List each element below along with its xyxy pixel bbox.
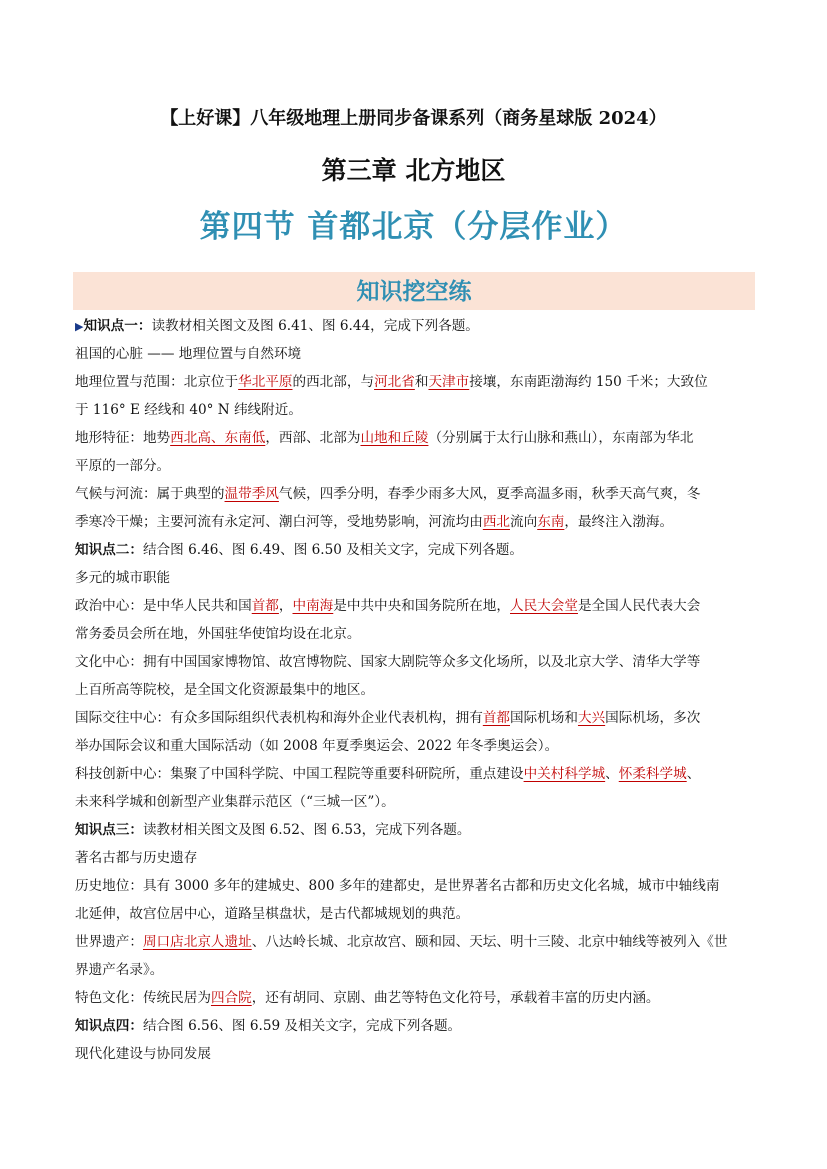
banner-label: 知识挖空练 [356, 278, 472, 305]
text-span: 现代化建设与协同发展 [75, 1046, 211, 1062]
section-title: 第四节 首都北京（分层作业） [199, 209, 628, 245]
text-line [75, 592, 765, 620]
fill-in-answer: 中南海 [292, 598, 334, 614]
text-span: 国际机场，多次 [605, 710, 701, 726]
fill-in-answer: 首都 [251, 598, 279, 614]
triangle-bullet-icon: ▶ [75, 320, 84, 333]
text-span: 国际机场和 [510, 710, 578, 726]
fill-in-answer: 华北平原 [238, 374, 293, 390]
text-span: 流向 [510, 514, 538, 530]
text-line [75, 760, 765, 788]
text-line [75, 732, 765, 760]
text-span: 国际交往中心：有众多国际组织代表机构和海外企业代表机构，拥有 [75, 710, 483, 726]
text-span: 气候与河流：属于典型的 [75, 486, 225, 502]
text-line [75, 480, 765, 508]
text-line [75, 452, 765, 480]
text-span: 地形特征：地势 [75, 430, 171, 446]
text-span: 读教材相关图文及图 6.41、图 6.44，完成下列各题。 [151, 318, 479, 334]
text-span: 结合图 6.56、图 6.59 及相关文字，完成下列各题。 [142, 1018, 462, 1034]
text-span: 、 [686, 766, 701, 782]
text-line [75, 1040, 765, 1068]
text-span: ，最终注入渤海。 [564, 514, 674, 530]
fill-in-answer: 温带季风 [224, 486, 279, 502]
text-line [75, 396, 765, 424]
text-line [75, 872, 765, 900]
text-span: 气候，四季分明，春季少雨多大风，夏季高温多雨，秋季天高气爽，冬 [278, 486, 701, 502]
exercise-banner [73, 272, 755, 310]
text-span: 多元的城市职能 [75, 570, 171, 586]
text-span: 未来科学城和创新型产业集群示范区（“三城一区”）。 [75, 794, 395, 810]
text-span: 是中共中央和国务院所在地， [333, 598, 510, 614]
text-line [75, 564, 765, 592]
fill-in-answer: 东南 [537, 514, 565, 530]
text-span: 北延伸，故宫位居中心，道路呈棋盘状，是古代都城规划的典范。 [75, 906, 470, 922]
text-span: 于 116° E 经线和 40° N 纬线附近。 [75, 402, 302, 418]
text-line [75, 536, 765, 564]
fill-in-answer: 河北省 [374, 374, 415, 390]
text-span: ，西部、北部为 [265, 430, 361, 446]
text-span: 著名古都与历史遗存 [75, 850, 198, 866]
text-span: 、八达岭长城、北京故宫、颐和园、天坛、明十三陵、北京中轴线等被列入《世 [251, 934, 728, 950]
knowledge-point-label: 知识点四： [75, 1018, 143, 1034]
fill-in-answer: 首都 [482, 710, 510, 726]
text-span: （分别属于太行山脉和燕山），东南部为华北 [428, 430, 694, 446]
text-span: 的西北部，与 [292, 374, 375, 390]
text-span: 和 [414, 374, 429, 390]
text-span: 历史地位：具有 3000 多年的建城史、800 多年的建都史，是世界著名古都和历史文化名城，城市中轴线南 [75, 878, 720, 894]
knowledge-point-label: 知识点一： [83, 318, 152, 334]
document-body [75, 312, 765, 1068]
text-span: 文化中心：拥有中国国家博物馆、故宫博物院、国家大剧院等众多文化场所，以及北京大学、清华大学等 [75, 654, 701, 670]
text-span: 常务委员会所在地，外国驻华使馆均设在北京。 [75, 626, 361, 642]
text-span: 祖国的心脏 —— 地理位置与自然环境 [75, 346, 302, 362]
text-line [75, 816, 765, 844]
text-line [75, 788, 765, 816]
text-line [75, 340, 765, 368]
text-span: ， [278, 598, 293, 614]
text-line [75, 648, 765, 676]
text-span: 是全国人民代表大会 [577, 598, 701, 614]
text-span: 世界遗产： [75, 934, 143, 950]
text-span: 结合图 6.46、图 6.49、图 6.50 及相关文字，完成下列各题。 [142, 542, 523, 558]
knowledge-point-label: 知识点二： [75, 542, 143, 558]
fill-in-answer: 天津市 [428, 374, 470, 390]
fill-in-answer: 人民大会堂 [510, 598, 578, 614]
fill-in-answer: 四合院 [210, 990, 252, 1006]
text-line [75, 676, 765, 704]
series-title: 【上好课】八年级地理上册同步备课系列（商务星球版 2024） [160, 108, 667, 129]
text-span: ，还有胡同、京剧、曲艺等特色文化符号，承载着丰富的历史内涵。 [251, 990, 660, 1006]
text-line [75, 956, 765, 984]
knowledge-point-label: 知识点三： [75, 822, 143, 838]
text-line [75, 984, 765, 1012]
fill-in-answer: 大兴 [577, 710, 606, 726]
text-line [75, 900, 765, 928]
text-span: 平原的一部分。 [75, 458, 171, 474]
fill-in-answer: 怀柔科学城 [618, 766, 687, 782]
fill-in-answer: 周口店北京人遗址 [142, 934, 252, 950]
text-line [75, 844, 765, 872]
text-span: 科技创新中心：集聚了中国科学院、中国工程院等重要科研院所，重点建设 [75, 766, 524, 782]
text-span: 界遗产名录》。 [75, 962, 164, 978]
text-line [75, 928, 765, 956]
fill-in-answer: 西北高、东南低 [170, 430, 266, 446]
fill-in-answer: 西北 [482, 514, 510, 530]
text-line [75, 1012, 765, 1040]
text-span: 特色文化：传统民居为 [75, 990, 211, 1006]
text-span: 举办国际会议和重大国际活动（如 2008 年夏季奥运会、2022 年冬季奥运会）。 [75, 738, 559, 754]
text-line [75, 424, 765, 452]
text-line [75, 704, 765, 732]
chapter-title: 第三章 北方地区 [321, 156, 506, 185]
text-line [75, 620, 765, 648]
text-span: 读教材相关图文及图 6.52、图 6.53，完成下列各题。 [142, 822, 471, 838]
text-line [75, 312, 765, 340]
fill-in-answer: 中关村科学城 [523, 766, 606, 782]
text-span: 政治中心：是中华人民共和国 [75, 598, 252, 614]
text-span: 、 [605, 766, 619, 782]
fill-in-answer: 山地和丘陵 [360, 430, 429, 446]
text-span: 上百所高等院校，是全国文化资源最集中的地区。 [75, 682, 375, 698]
text-line [75, 368, 765, 396]
text-line [75, 508, 765, 536]
text-span: 季寒冷干燥；主要河流有永定河、潮白河等，受地势影响，河流均由 [75, 514, 483, 530]
text-span: 接壤，东南距渤海约 150 千米；大致位 [469, 374, 708, 390]
text-span: 地理位置与范围：北京位于 [75, 374, 239, 390]
